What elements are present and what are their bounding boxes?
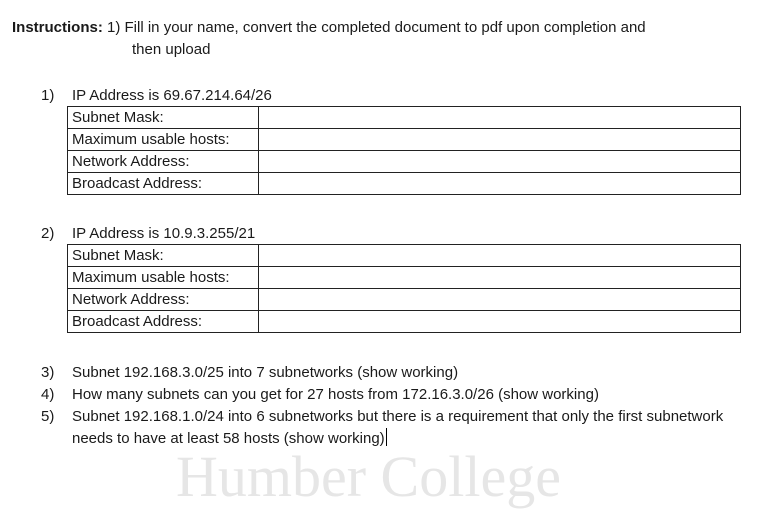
question-text: IP Address is 69.67.214.64/26 [72, 87, 272, 104]
question-2-heading [41, 224, 255, 244]
watermark: Humber College [176, 444, 561, 509]
question-2-table [67, 244, 741, 333]
table-row [68, 107, 741, 129]
answer-cell-max-hosts[interactable] [259, 267, 741, 289]
answer-cell-subnet-mask[interactable] [259, 245, 741, 267]
instructions-label: Instructions: [12, 19, 103, 36]
question-number: 2) [41, 225, 55, 242]
instructions-line-2: then upload [132, 41, 211, 58]
answer-cell-max-hosts[interactable] [259, 129, 741, 151]
row-label: Maximum usable hosts: [68, 267, 259, 289]
question-number: 4) [41, 386, 55, 403]
row-label: Broadcast Address: [68, 311, 259, 333]
question-number: 5) [41, 408, 55, 425]
row-label: Maximum usable hosts: [68, 129, 259, 151]
question-4 [41, 384, 746, 406]
answer-cell-network-address[interactable] [259, 289, 741, 311]
row-label: Subnet Mask: [68, 107, 259, 129]
question-text: Subnet 192.168.1.0/24 into 6 subnetworks but there is a requirement that only the first subnetwork needs to have at least 58 hosts (show working) [72, 408, 724, 447]
question-text: Subnet 192.168.3.0/25 into 7 subnetworks (show working) [72, 364, 459, 381]
row-label: Network Address: [68, 151, 259, 173]
question-text: IP Address is 10.9.3.255/21 [72, 225, 256, 242]
table-row [68, 245, 741, 267]
question-1-table [67, 106, 741, 195]
row-label: Broadcast Address: [68, 173, 259, 195]
row-label: Network Address: [68, 289, 259, 311]
question-1-heading [41, 86, 272, 106]
table-row [68, 151, 741, 173]
table-row [68, 267, 741, 289]
instructions [12, 17, 752, 58]
answer-cell-broadcast-address[interactable] [259, 173, 741, 195]
answer-cell-broadcast-address[interactable] [259, 311, 741, 333]
question-3 [41, 362, 746, 384]
table-row [68, 311, 741, 333]
answer-cell-subnet-mask[interactable] [259, 107, 741, 129]
table-row [68, 173, 741, 195]
instructions-line-1: 1) Fill in your name, convert the completed document to pdf upon completion and [107, 19, 646, 36]
question-number: 3) [41, 364, 55, 381]
answer-cell-network-address[interactable] [259, 151, 741, 173]
question-number: 1) [41, 87, 55, 104]
question-text: How many subnets can you get for 27 hosts from 172.16.3.0/26 (show working) [72, 386, 599, 403]
table-row [68, 289, 741, 311]
row-label: Subnet Mask: [68, 245, 259, 267]
table-row [68, 129, 741, 151]
